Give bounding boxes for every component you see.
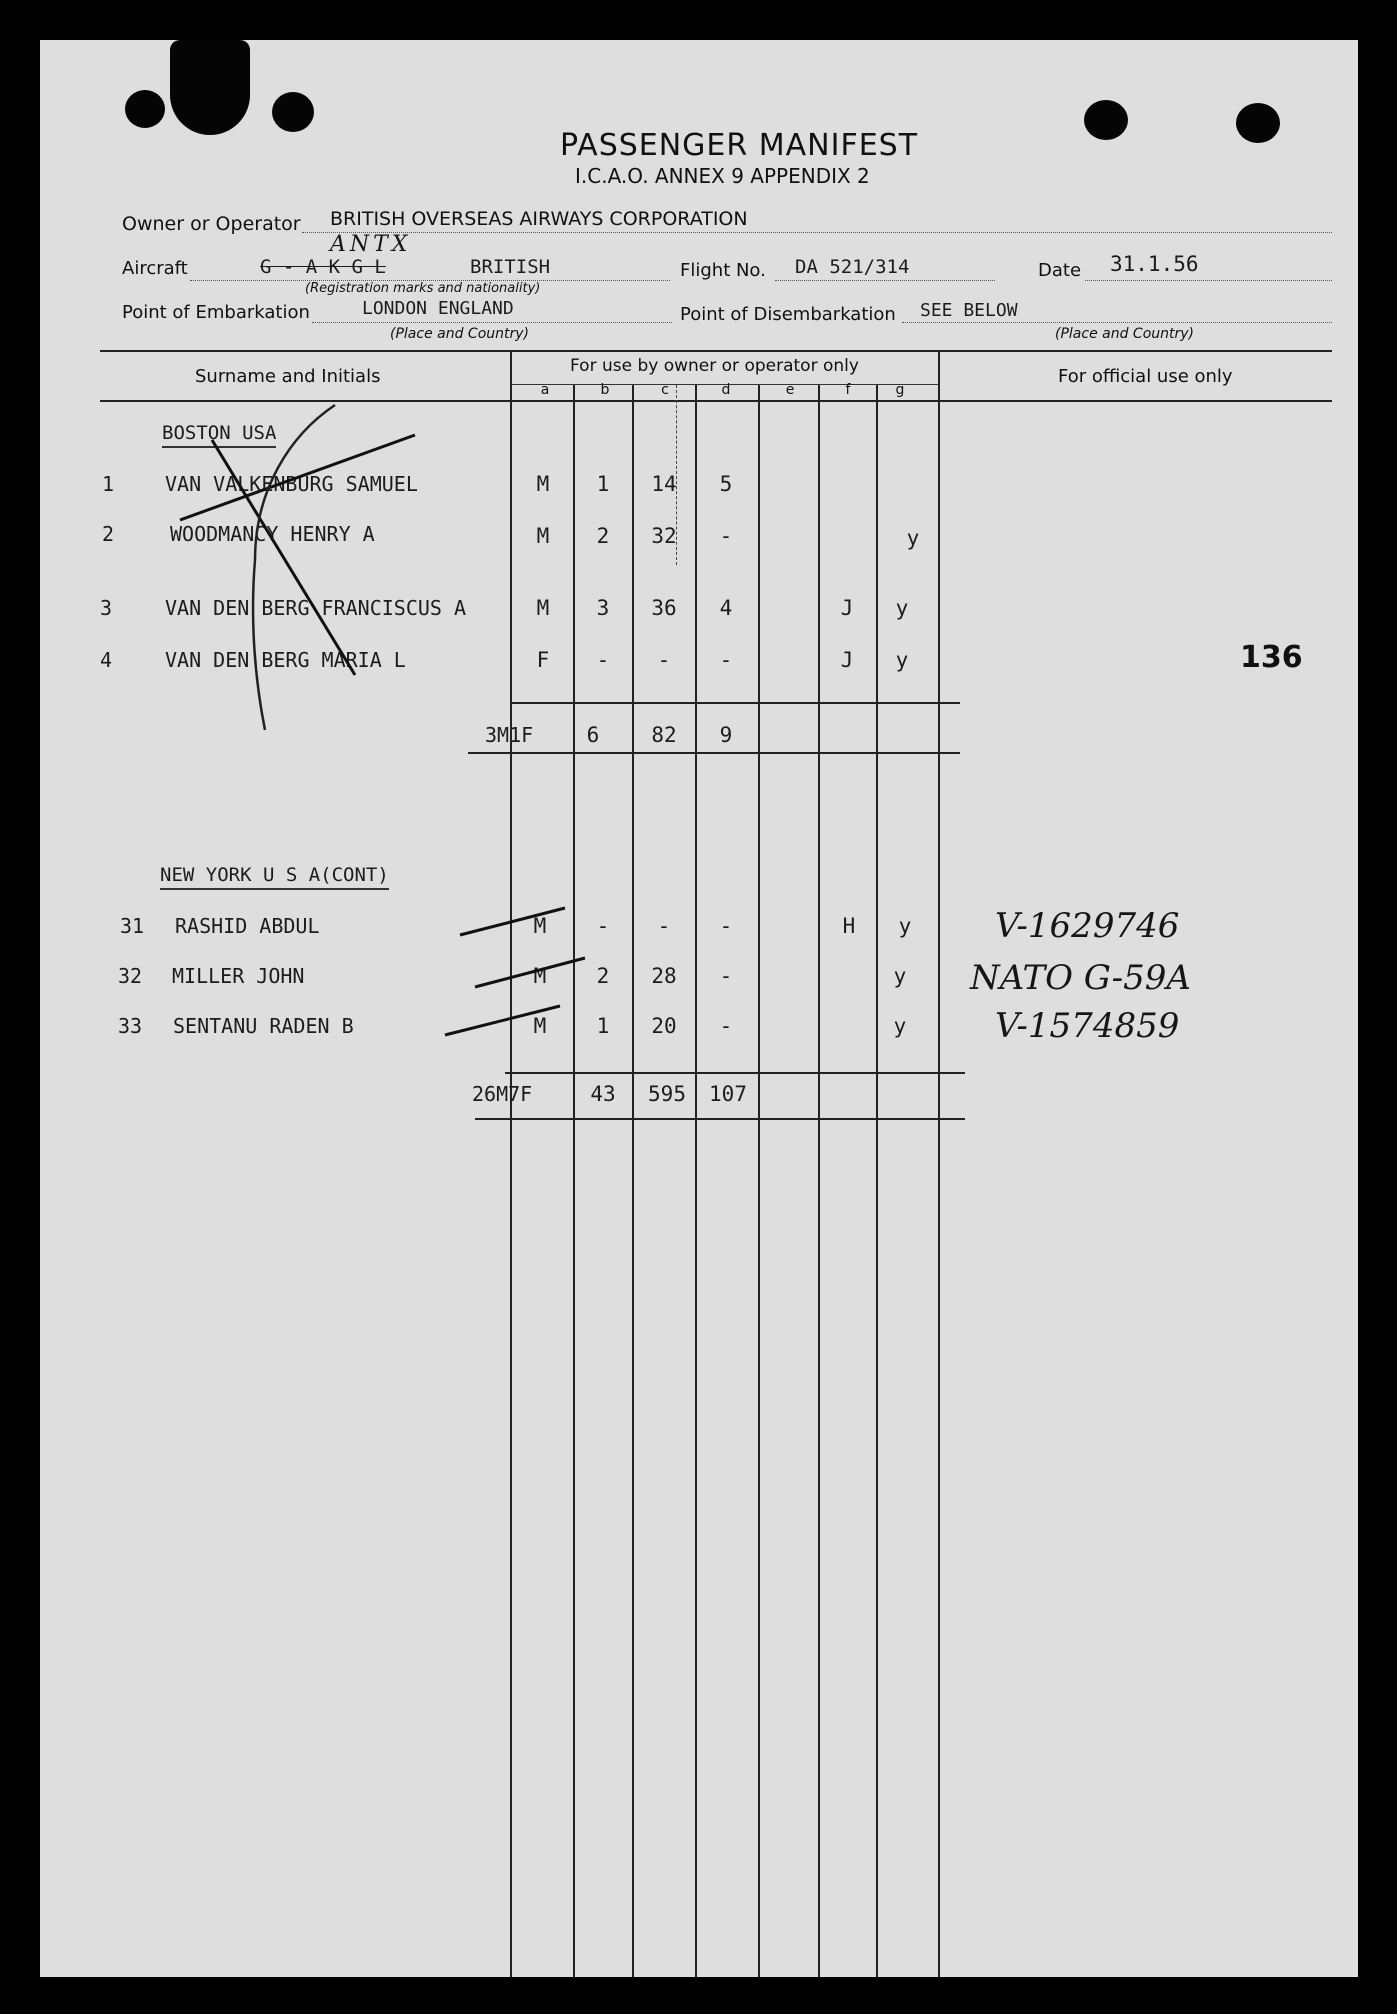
disembark-label: Point of Disembarkation xyxy=(680,304,896,325)
disembark-note: (Place and Country) xyxy=(1055,326,1195,342)
col-f: f xyxy=(845,382,851,398)
col-surname-header: Surname and Initials xyxy=(195,366,381,387)
date-label: Date xyxy=(1038,260,1082,281)
disembark-value: SEE BELOW xyxy=(920,300,1018,321)
registration-note: (Registration marks and nationality) xyxy=(305,281,541,296)
col-e: e xyxy=(785,382,795,398)
col-owner-use-header: For use by owner or operator only xyxy=(570,356,859,376)
col-official-header: For official use only xyxy=(1058,366,1233,387)
flight-label: Flight No. xyxy=(680,260,766,281)
embark-label: Point of Embarkation xyxy=(122,302,310,323)
owner-value: BRITISH OVERSEAS AIRWAYS CORPORATION xyxy=(330,208,748,230)
section-boston-title: BOSTON USA xyxy=(162,422,276,448)
embark-value: LONDON ENGLAND xyxy=(362,298,514,319)
section-newyork-title: NEW YORK U S A(CONT) xyxy=(160,864,389,890)
aircraft-label: Aircraft xyxy=(122,258,188,279)
col-a: a xyxy=(540,382,550,398)
official-number: 136 xyxy=(1240,640,1303,675)
col-g: g xyxy=(895,382,905,398)
aircraft-value: G - A K G L xyxy=(260,256,386,278)
owner-label: Owner or Operator xyxy=(122,213,301,235)
col-d: d xyxy=(721,382,731,398)
col-b: b xyxy=(600,382,610,398)
page-subtitle: I.C.A.O. ANNEX 9 APPENDIX 2 xyxy=(575,164,870,188)
embark-note: (Place and Country) xyxy=(390,326,530,342)
page-title: PASSENGER MANIFEST xyxy=(560,128,919,163)
date-value: 31.1.56 xyxy=(1110,252,1199,276)
aircraft-correction: ANTX xyxy=(330,232,412,257)
col-c: c xyxy=(661,382,669,398)
flight-value: DA 521/314 xyxy=(795,256,910,278)
aircraft-nationality: BRITISH xyxy=(470,256,551,278)
pen-strokes xyxy=(40,40,1358,1977)
manifest-page: PASSENGER MANIFEST I.C.A.O. ANNEX 9 APPENDIX 2 Owner or Operator BRITISH OVERSEAS AIRWAYS CORPORATION Aircraft G - A K G L ANTX BRITISH (Registration marks and nationality) Flight No. DA 521/314 Date 31.1.56 Point of Embarkation LONDON ENGLAND (Place and Country) Point of Disembarkation SEE BELOW (Place and Country) Surname and Initials For use by owner or operator only For official use only a b c d e f g BOSTON USA 1 VAN VALKENBURG SAMUEL M 1 14 5 2 WOODMANCY HENRY A M 2 32 - y 3 VAN DEN BERG FRANCISCUS A M 3 36 4 J y 4 VAN DEN BERG MARIA L F - - - J y 136 3M1F 6 82 9 NEW YORK U S A(CONT) 31 RASHID ABDUL M - - - H y V-1629746 32 MILLER JOHN M 2 28 - y NATO G-59A 33 SENTANU RADEN B M 1 20 - y V-1574859 26M7F 43 595 107 xyxy=(40,40,1358,1977)
